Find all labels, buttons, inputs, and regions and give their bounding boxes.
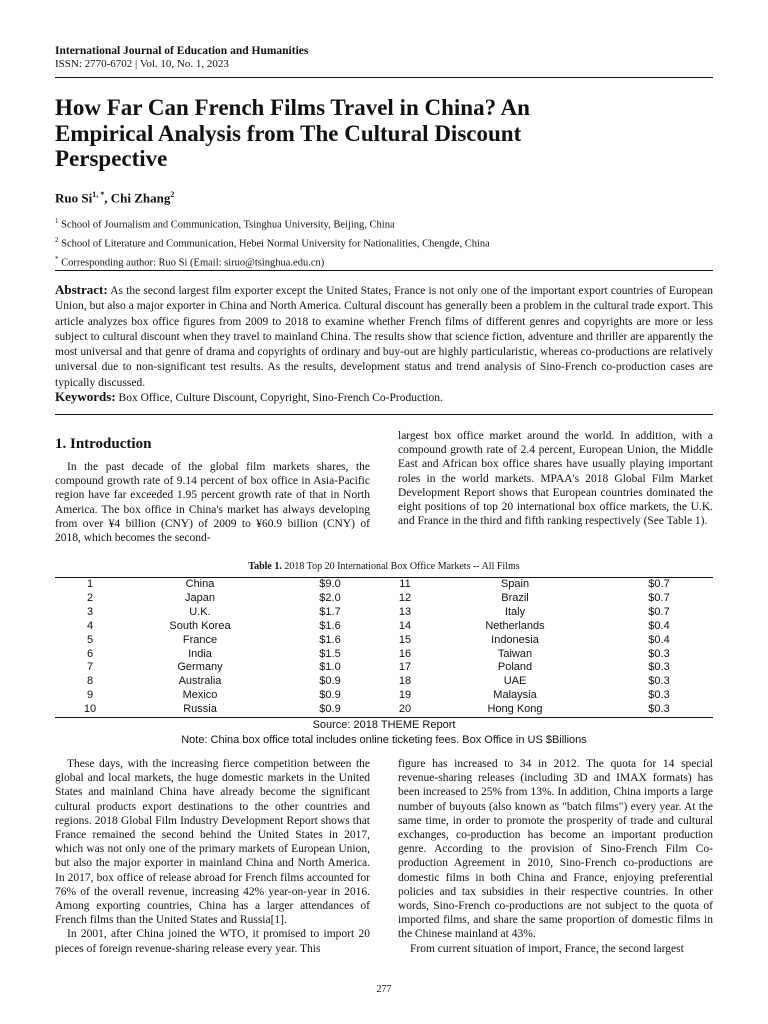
- rank-cell: 13: [398, 605, 412, 618]
- value-cell: $0.3: [605, 703, 713, 717]
- affiliations: [55, 214, 490, 271]
- keywords: [55, 389, 713, 406]
- table-source: Source: 2018 THEME Report: [312, 719, 456, 731]
- author-name: Chi Zhang: [110, 190, 171, 206]
- intro-left-column: [55, 434, 370, 545]
- journal-name: International Journal of Education and Humanities: [55, 45, 309, 57]
- value-cell: $1.5: [319, 647, 341, 660]
- paragraph: figure has increased to 34 in 2012. The quota for 14 special revenue-sharing releases (including 3D and IMAX formats) has been increased to 25% from 13%. In addition, China imports a large number of buyouts (also known as "batch films") every year. At the same time, in order to promote the prosperity of trade and cultural exchanges, co-production has become an important production genre. According to the provision of Sino-French Film Co-production Agreement in 2010, Sino-French co-productions are domestic films in both China and France, enjoying preferential policies and tax subsidies in their respective countries. In other words, Sino-French co-productions are not subject to the quota of imported films, and share the same proportion of domestic films in the Chinese mainland at 43%.: [398, 758, 713, 941]
- title-line: How Far Can French Films Travel in China? An: [55, 95, 530, 120]
- rank-cell: 16: [398, 647, 412, 660]
- value-cell: $1.7: [319, 605, 341, 618]
- affiliation: $^2$ School of Literature and Communication, Hebei Normal University for Nationalities, Chengde, China: [55, 236, 490, 250]
- country-cell: Hong Kong: [425, 703, 605, 717]
- paragraph: From current situation of import, France, the second largest: [410, 942, 684, 955]
- issn-line: ISSN: 2770-6702 | Vol. 10, No. 1, 2023: [55, 58, 229, 70]
- rank-cell: 11: [385, 578, 425, 592]
- author-sup: 1, *: [92, 190, 105, 199]
- table-row: [55, 592, 713, 606]
- rank-cell: 1: [55, 578, 125, 592]
- paper-page: [55, 0, 713, 1024]
- rank-cell: 8: [86, 675, 94, 688]
- value-cell: $0.7: [605, 578, 713, 592]
- country-cell: Germany: [177, 661, 223, 674]
- table-row: [55, 620, 713, 634]
- paper-title: [55, 95, 705, 172]
- affiliation: $^1$ School of Journalism and Communication, Tsinghua University, Beijing, China: [55, 217, 395, 231]
- page-number: 277: [376, 984, 392, 995]
- title-line: Empirical Analysis from The Cultural Discount: [55, 120, 522, 146]
- title-line: Perspective: [55, 146, 168, 171]
- rank-cell: 12: [398, 591, 412, 604]
- rank-cell: 19: [398, 689, 412, 702]
- value-cell: $0.3: [648, 675, 670, 688]
- rank-cell: 20: [385, 703, 425, 717]
- abstract: [55, 282, 713, 391]
- value-cell: $0.4: [648, 633, 670, 646]
- rank-cell: 14: [398, 619, 412, 632]
- paragraph: In the past decade of the global film markets shares, the compound growth rate of 9.14 percent of box office in Asia-Pacific region have far exceeded 1.95 percent growth rate of that in North America. The box office in China's market has always developing from over ¥4 billion (CNY) of 2009 to ¥60.9 billion (CNY) of 2018, which becomes the second-: [55, 461, 370, 545]
- table-note: Note: China box office total includes online ticketing fees. Box Office in US $Billions: [181, 734, 587, 746]
- country-cell: Malaysia: [493, 689, 537, 702]
- country-cell: UAE: [503, 675, 527, 688]
- table-row: [55, 578, 713, 592]
- body-left-column: [55, 757, 370, 956]
- rank-cell: 15: [398, 633, 412, 646]
- country-cell: France: [182, 633, 218, 646]
- country-cell: Russia: [125, 703, 275, 717]
- country-cell: India: [188, 647, 212, 660]
- table-caption-text: 2018 Top 20 International Box Office Markets -- All Films: [284, 561, 520, 572]
- country-cell: Netherlands: [485, 619, 545, 632]
- country-cell: Indonesia: [491, 633, 539, 646]
- rank-cell: 7: [86, 661, 94, 674]
- table-row: [55, 634, 713, 648]
- value-cell: $0.9: [319, 675, 341, 688]
- value-cell: $2.0: [319, 591, 341, 604]
- header-rule: [55, 77, 713, 78]
- value-cell: $0.3: [648, 647, 670, 660]
- body-right-column: [398, 757, 713, 956]
- rank-cell: 6: [86, 647, 94, 660]
- author-list: [55, 187, 174, 206]
- value-cell: $0.9: [275, 703, 385, 717]
- rank-cell: 18: [398, 675, 412, 688]
- abstract-bottom-rule: [55, 414, 713, 415]
- table-row: [55, 661, 713, 675]
- country-cell: Italy: [504, 605, 526, 618]
- table-caption: [55, 561, 713, 573]
- paragraph: These days, with the increasing fierce competition between the global and local markets, the huge domestic markets in the United States and mainland China have already become the significant cultural products export destinations to the other countries and regions. 2018 Global Film Industry Development Report shows that France remained the second behind the United States in 2017, which was not only one of the primary markets of European Union, but also the major exporter in mainland China and North America. In 2017, box office of release abroad for French films accounted for 76% of the overall revenue, increasing 42% year-on-year in 2016. Among exporting countries, China has a larger attendances of French films than the United States and Russia[1].: [55, 758, 370, 927]
- abstract-text: As the second largest film exporter except the United States, France is not only one of the important export countries of European Union, but also a major exporter in China and North America. Cultural discount has generally been a problem in the cultural trade export. This article analyzes box office figures from 2009 to 2018 to examine whether French films of different genres and copyrights are more or less subject to cultural discount when they travel to mainland China. The results show that science fiction, adventure and thriller are apparently the most universal and that genre of drama and copyrights of ordinary and buy-out are highly particularistic, whereas co-productions are relatively universal due to non-significant test results. As the results, development status and trend analysis of Sino-French co-production cases are typically discussed.: [55, 285, 713, 389]
- country-cell: Japan: [185, 591, 215, 604]
- country-cell: Australia: [178, 675, 222, 688]
- value-cell: $1.6: [319, 619, 341, 632]
- table-row: [55, 675, 713, 689]
- abstract-label: Abstract:: [55, 282, 108, 297]
- author-sup: 2: [170, 190, 175, 199]
- author-name: Ruo Si: [55, 190, 93, 206]
- rank-cell: 2: [86, 591, 94, 604]
- table-row: [55, 648, 713, 662]
- value-cell: $0.3: [648, 661, 670, 674]
- paragraph: In 2001, after China joined the WTO, it promised to import 20 pieces of foreign revenue-sharing release every year. This: [55, 928, 370, 955]
- value-cell: $9.0: [275, 578, 385, 592]
- rank-cell: 4: [86, 619, 94, 632]
- country-cell: China: [125, 578, 275, 592]
- value-cell: $0.9: [319, 689, 341, 702]
- rank-cell: 5: [86, 633, 94, 646]
- table-caption-label: Table 1.: [248, 561, 282, 572]
- table-row: [55, 606, 713, 620]
- intro-right-column: [398, 429, 713, 528]
- keywords-text: Box Office, Culture Discount, Copyright, Sino-French Co-Production.: [118, 392, 443, 404]
- country-cell: Spain: [425, 578, 605, 592]
- box-office-table: [55, 577, 713, 718]
- affiliation: * Corresponding author: Ruo Si (Email: siruo@tsinghua.edu.cn): [55, 255, 325, 269]
- country-cell: Taiwan: [497, 647, 533, 660]
- keywords-label: Keywords:: [55, 389, 116, 404]
- rank-cell: 3: [86, 605, 94, 618]
- country-cell: South Korea: [169, 619, 231, 632]
- table-row: [55, 703, 713, 717]
- value-cell: $0.7: [648, 591, 670, 604]
- rank-cell: 10: [55, 703, 125, 717]
- rank-cell: 17: [398, 661, 412, 674]
- country-cell: Mexico: [182, 689, 218, 702]
- value-cell: $0.7: [648, 605, 670, 618]
- value-cell: $0.3: [648, 689, 670, 702]
- country-cell: U.K.: [189, 605, 211, 618]
- paragraph: largest box office market around the world. In addition, with a compound growth rate of 2.4 percent, European Union, the Middle East and African box office shares have usually playing important roles in the world markets. MPAA's 2018 Global Film Market Development Report shows that European countries dominated the eight positions of top 20 international box office markets, the U.K. and France in the third and fifth ranking respectively (See Table 1).: [398, 430, 713, 528]
- country-cell: Poland: [497, 661, 533, 674]
- value-cell: $1.0: [319, 661, 341, 674]
- abstract-top-rule: [55, 270, 713, 271]
- value-cell: $1.6: [319, 633, 341, 646]
- country-cell: Brazil: [501, 591, 529, 604]
- table-row: [55, 689, 713, 703]
- section-heading: 1. Introduction: [55, 436, 152, 452]
- value-cell: $0.4: [648, 619, 670, 632]
- rank-cell: 9: [86, 689, 94, 702]
- author-separator: ,: [104, 190, 111, 206]
